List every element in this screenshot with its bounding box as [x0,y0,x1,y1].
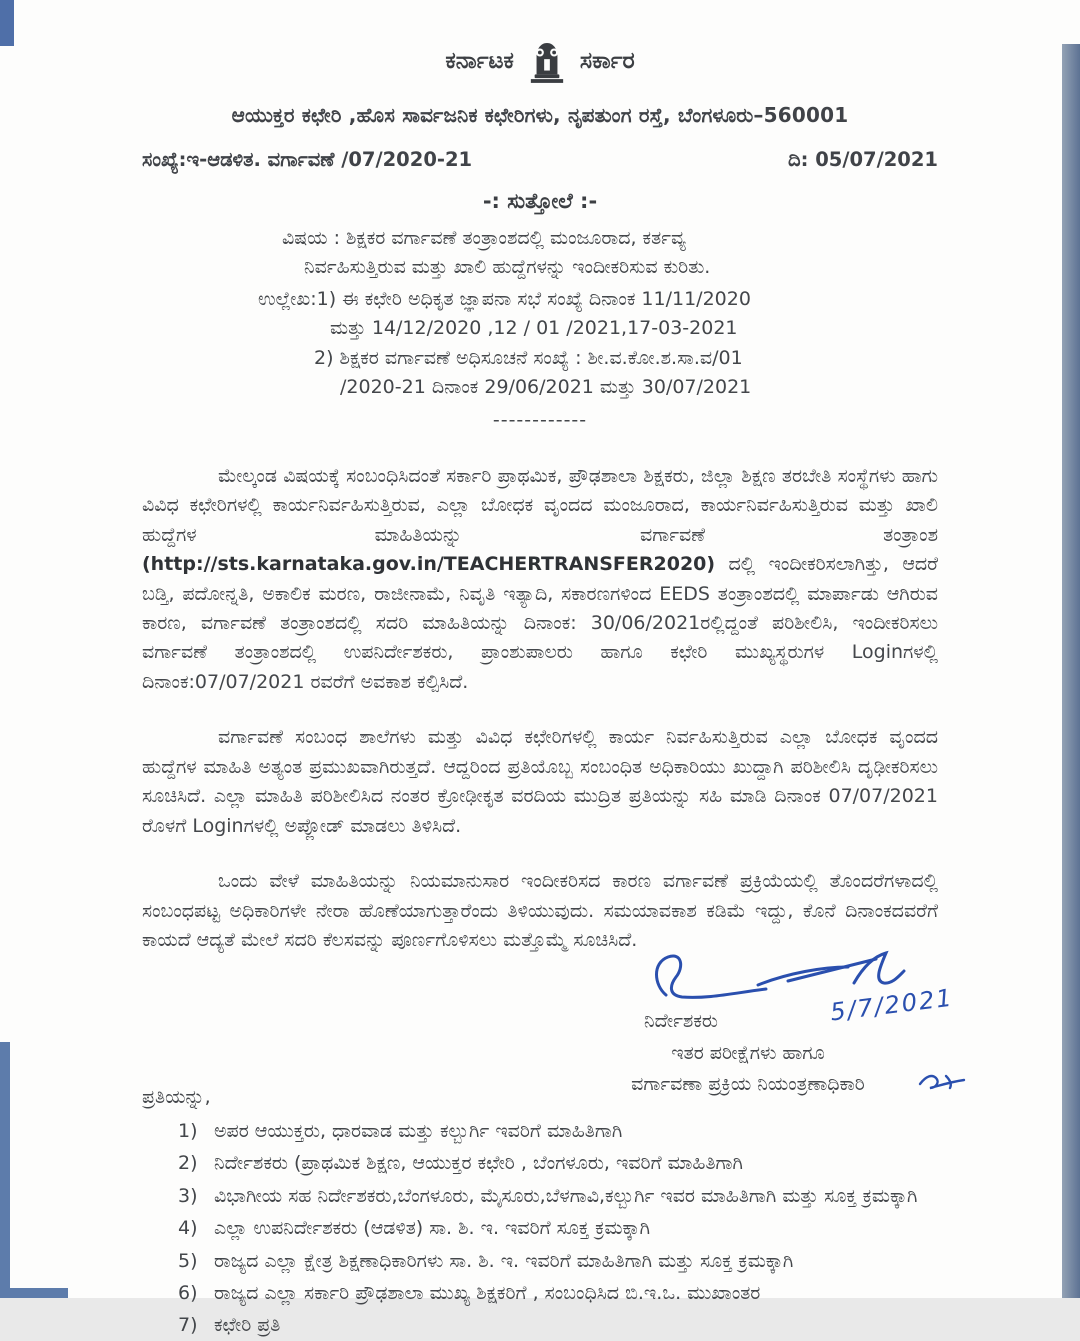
list-item-text: ಅಪರ ಆಯುಕ್ತರು, ಧಾರವಾಡ ಮತ್ತು ಕಲ್ಬುರ್ಗಿ ಇವರಿಗೆ ಮಾಹಿತಿಗಾಗಿ [214,1119,623,1142]
body-paragraph-3: ಒಂದು ವೇಳೆ ಮಾಹಿತಿಯನ್ನು ನಿಯಮಾನುಸಾರ ಇಂದೀಕರಿಸದ ಕಾರಣ ವರ್ಗಾವಣೆ ಪ್ರಕ್ರಿಯೆಯಲ್ಲಿ ತೊಂದರೆಗಳಾದಲ್ಲಿ ಸಂಬಂಧಪಟ್ಟ ಅಧಿಕಾರಿಗಳೇ ನೇರಾ ಹೊಣೆಯಾಗುತ್ತಾರೆಂದು ತಿಳಿಯುವುದು. ಸಮಯಾವಕಾಶ ಕಡಿಮೆ ಇದ್ದು, ಕೊನೆ ದಿನಾಂಕದವರೆಗೆ ಕಾಯದೆ ಆದ್ಯತೆ ಮೇಲೆ ಸದರಿ ಕೆಲಸವನ್ನು ಪೂರ್ಣಗೊಳಿಸಲು ಮತ್ತೊಮ್ಮೆ ಸೂಚಿಸಿದೆ. [142,870,938,951]
signatory-title-1: ನಿರ್ದೇಶಕರು [644,1010,718,1033]
list-item-text: ರಾಜ್ಯದ ಎಲ್ಲಾ ಸರ್ಕಾರಿ ಪ್ರೌಢಶಾಲಾ ಮುಖ್ಯ ಶಿಕ್ಷಕರಿಗೆ , ಸಂಬಂಧಿಸಿದ ಬಿ.ಇ.ಒ. ಮುಖಾಂತರ [214,1282,761,1305]
karnataka-emblem-icon [528,40,566,84]
office-address-line: ಆಯುಕ್ತರ ಕಛೇರಿ ,ಹೊಸ ಸಾರ್ವಜನಿಕ ಕಛೇರಿಗಳು, ನೃಪತುಂಗ ರಸ್ತೆ, ಬೆಂಗಳೂರು–560001 [231,103,849,127]
list-item-number: 4) [178,1217,198,1240]
list-item-number: 5) [178,1249,198,1272]
reference-line-2: ಮತ್ತು 14/12/2020 ,12 / 01 /2021,17-03-2021 [330,317,738,340]
list-item [178,1311,938,1340]
list-item-text: ಕಛೇರಿ ಪ್ರತಿ [214,1314,281,1337]
list-item-number: 1) [178,1119,198,1142]
list-item [178,1149,938,1178]
reference-number: ಸಂಖ್ಯೆ:ಇ-ಆಡಳಿತ. ವರ್ಗಾವಣೆ /07/2020-21 [142,148,473,171]
list-item-number: 6) [178,1282,198,1305]
ref-date-row [142,145,938,175]
government-header [142,40,938,84]
list-item [178,1279,938,1308]
document-date: ದಿ: 05/07/2021 [788,148,938,171]
header-title-left: ಕರ್ನಾಟಕ [445,48,514,75]
signature-block [548,961,956,1099]
list-item-text: ಎಲ್ಲಾ ಉಪನಿರ್ದೇಶಕರು (ಆಡಳಿತ) ಸಾ. ಶಿ. ಇ. ಇವರಿಗೆ ಸೂಕ್ತ ಕ್ರಮಕ್ಕಾಗಿ [214,1217,650,1240]
header-title-right: ಸರ್ಕಾರ [579,48,635,75]
list-item [178,1117,938,1146]
signatory-title-2: ಇತರ ಪರೀಕ್ಷೆಗಳು ಹಾಗೂ [671,1041,825,1064]
list-item-number: 7) [178,1314,198,1337]
list-item-text: ರಾಜ್ಯದ ಎಲ್ಲಾ ಕ್ಷೇತ್ರ ಶಿಕ್ಷಣಾಧಿಕಾರಿಗಳು ಸಾ. ಶಿ. ಇ. ಇವರಿಗೆ ಮಾಹಿತಿಗಾಗಿ ಮತ್ತು ಸೂಕ್ತ ಕ್ರಮಕ್ಕಾಗಿ [214,1249,794,1272]
reference-line-3: 2) ಶಿಕ್ಷಕರ ವರ್ಗಾವಣೆ ಅಧಿಸೂಚನೆ ಸಂಖ್ಯೆ : ಶೀ.ವ.ಕೋ.ಶ.ಸಾ.ವ/01 [314,346,743,369]
list-item [178,1247,938,1276]
list-item-text: ನಿರ್ದೇಶಕರು (ಪ್ರಾಥಮಿಕ ಶಿಕ್ಷಣ, ಆಯುಕ್ತರ ಕಛೇರಿ , ಬೆಂಗಳೂರು, ಇವರಿಗೆ ಮಾಹಿತಿಗಾಗಿ [214,1152,743,1175]
list-item [178,1182,938,1211]
scan-edge-left-bottom [0,1042,10,1298]
distribution-label: ಪ್ರತಿಯನ್ನು, [142,1086,211,1109]
distribution-list [142,1117,938,1341]
signatory-title-3: ವರ್ಗಾವಣಾ ಪ್ರಕ್ರಿಯ ನಿಯಂತ್ರಣಾಧಿಕಾರಿ [631,1073,865,1096]
scan-edge-bottom [0,1288,68,1298]
reference-line-4: /2020-21 ದಿನಾಂಕ 29/06/2021 ಮತ್ತು 30/07/2021 [340,375,752,398]
list-item-number: 2) [178,1152,198,1175]
section-divider: ------------ [492,409,588,432]
signature-area [142,961,956,1111]
scan-edge-right [1062,44,1080,1298]
transfer-portal-url: (http://sts.karnataka.gov.in/TEACHERTRANSFER2020) [142,553,716,576]
paragraph-1-text-a: ಮೇಲ್ಕಂಡ ವಿಷಯಕ್ಕೆ ಸಂಬಂಧಿಸಿದಂತೆ ಸರ್ಕಾರಿ ಪ್ರಾಥಮಿಕ, ಪ್ರೌಢಶಾಲಾ ಶಿಕ್ಷಕರು, ಜಿಲ್ಲಾ ಶಿಕ್ಷಣ ತರಬೇತಿ ಸಂಸ್ಥೆಗಳು ಹಾಗು ವಿವಿಧ ಕಛೇರಿಗಳಲ್ಲಿ ಕಾರ್ಯನಿರ್ವಹಿಸುತ್ತಿರುವ, ಎಲ್ಲಾ ಬೋಧಕ ವೃಂದದ ಮಂಜೂರಾದ, ಕಾರ್ಯನಿರ್ವಹಿಸುತ್ತಿರುವ ಮತ್ತು ಖಾಲಿ ಹುದ್ದೆಗಳ ಮಾಹಿತಿಯನ್ನು ವರ್ಗಾವಣೆ ತಂತ್ರಾಂಶ [142,464,938,546]
subject-block [142,224,938,403]
body-paragraph-2: ವರ್ಗಾವಣೆ ಸಂಬಂಧ ಶಾಲೆಗಳು ಮತ್ತು ವಿವಿಧ ಕಛೇರಿಗಳಲ್ಲಿ ಕಾರ್ಯ ನಿರ್ವಹಿಸುತ್ತಿರುವ ಎಲ್ಲಾ ಬೋಧಕ ವೃಂದದ ಹುದ್ದೆಗಳ ಮಾಹಿತಿ ಅತ್ಯಂತ ಪ್ರಮುಖವಾಗಿರುತ್ತದೆ. ಆದ್ದರಿಂದ ಪ್ರತಿಯೊಬ್ಬ ಸಂಬಂಧಿತ ಅಧಿಕಾರಿಯು ಖುದ್ದಾಗಿ ಪರಿಶೀಲಿಸಿ ದೃಢೀಕರಿಸಲು ಸೂಚಿಸಿದೆ. ಎಲ್ಲಾ ಮಾಹಿತಿ ಪರಿಶೀಲಿಸಿದ ನಂತರ ಕ್ರೋಢೀಕೃತ ವರದಿಯ ಮುದ್ರಿತ ಪ್ರತಿಯನ್ನು ಸಹಿ ಮಾಡಿ ದಿನಾಂಕ 07/07/2021 ರೊಳಗೆ Loginಗಳಲ್ಲಿ ಅಪ್ಲೋಡ್ ಮಾಡಲು ತಿಳಿಸಿದೆ. [142,726,938,837]
circular-heading: -: ಸುತ್ತೋಲೆ :- [482,189,598,214]
initial-scribble-icon [916,1068,968,1103]
paragraph-1-text-b: ದಲ್ಲಿ ಇಂದೀಕರಿಸಲಾಗಿತ್ತು, ಆದರೆ ಬಡ್ತಿ, ಪದೋನ್ನತಿ, ಅಕಾಲಿಕ ಮರಣ, ರಾಜೀನಾಮೆ, ನಿವೃತಿ ಇತ್ಯಾದಿ, ಸಕಾರಣಗಳಿಂದ EEDS ತಂತ್ರಾಂಶದಲ್ಲಿ ಮಾರ್ಪಾಡು ಆಗಿರುವ ಕಾರಣ, ವರ್ಗಾವಣೆ ತಂತ್ರಾಂಶದಲ್ಲಿ ಸದರಿ ಮಾಹಿತಿಯನ್ನು ದಿನಾಂಕ: 30/06/2021ರಲ್ಲಿದ್ದಂತೆ ಪರಿಶೀಲಿಸಿ, ಇಂದೀಕರಿಸಲು ವರ್ಗಾವಣೆ ತಂತ್ರಾಂಶದಲ್ಲಿ ಉಪನಿರ್ದೇಶಕರು, ಪ್ರಾಂಶುಪಾಲರು ಹಾಗೂ ಕಛೇರಿ ಮುಖ್ಯಸ್ಥರುಗಳ Loginಗಳಲ್ಲಿ ದಿನಾಂಕ:07/07/2021 ರವರೆಗೆ ಅವಕಾಶ ಕಲ್ಪಿಸಿದೆ. [142,553,938,693]
reference-line-1: ಉಲ್ಲೇಖ:1) ಈ ಕಛೇರಿ ಅಧಿಕೃತ ಜ್ಞಾಪನಾ ಸಭೆ ಸಂಖ್ಯೆ ದಿನಾಂಕ 11/11/2020 [258,287,751,310]
handwritten-date: 5/7/2021 [828,983,956,1027]
body-paragraph-1 [142,462,938,698]
subject-line-2: ನಿರ್ವಹಿಸುತ್ತಿರುವ ಮತ್ತು ಖಾಲಿ ಹುದ್ದೆಗಳನ್ನು ಇಂದೀಕರಿಸುವ ಕುರಿತು. [304,256,711,279]
scan-edge-top-left [0,0,14,46]
subject-line-1: ವಿಷಯ : ಶಿಕ್ಷಕರ ವರ್ಗಾವಣೆ ತಂತ್ರಾಂಶದಲ್ಲಿ ಮಂಜೂರಾದ, ಕರ್ತವ್ಯ [282,226,686,249]
list-item-text: ವಿಭಾಗೀಯ ಸಹ ನಿರ್ದೇಶಕರು,ಬೆಂಗಳೂರು, ಮೈಸೂರು,ಬೆಳಗಾವಿ,ಕಲ್ಬುರ್ಗಿ ಇವರ ಮಾಹಿತಿಗಾಗಿ ಮತ್ತು ಸೂಕ್ತ ಕ್ರಮಕ್ಕಾಗಿ [214,1184,918,1207]
list-item-number: 3) [178,1184,198,1207]
list-item [178,1214,938,1243]
